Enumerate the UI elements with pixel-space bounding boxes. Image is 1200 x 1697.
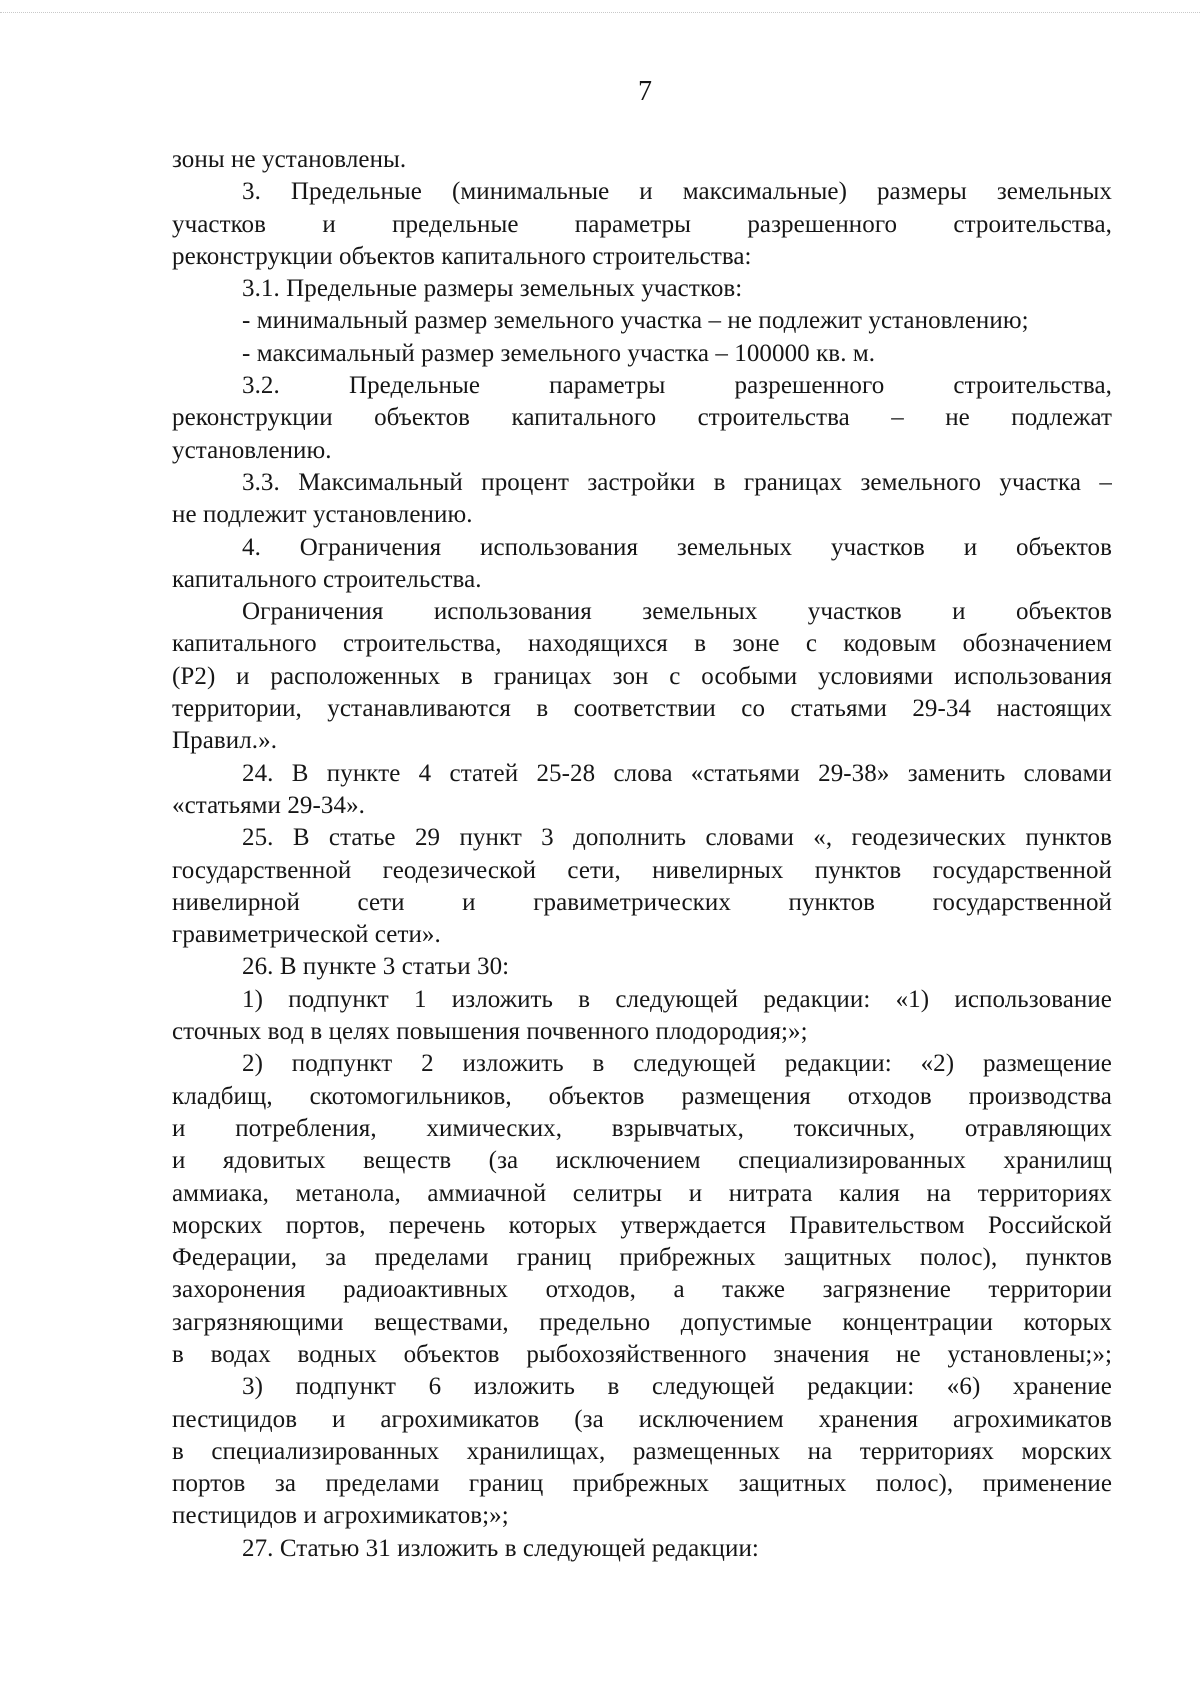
text-line: Правил.». xyxy=(172,727,278,755)
text-line: пестицидов и агрохимикатов;»; xyxy=(172,1502,509,1530)
text-line: 3. Предельные (минимальные и максимальные) размеры земельных xyxy=(242,178,1112,206)
text-line: - максимальный размер земельного участка – 100000 кв. м. xyxy=(242,339,876,367)
text-line: зоны не установлены. xyxy=(172,146,407,173)
text-line: 3.2. Предельные параметры разрешенного строительства, xyxy=(242,372,1112,400)
text-line: 26. В пункте 3 статьи 30: xyxy=(242,953,510,981)
text-line: Ограничения использования земельных участков и объектов xyxy=(242,598,1112,626)
text-line: портов за пределами границ прибрежных защитных полос), применение xyxy=(172,1470,1112,1498)
text-line: и потребления, химических, взрывчатых, токсичных, отравляющих xyxy=(172,1114,1112,1142)
text-line: 3.3. Максимальный процент застройки в границах земельного участка – xyxy=(242,468,1112,496)
text-line: территории, устанавливаются в соответствии со статьями 29-34 настоящих xyxy=(172,695,1112,723)
scan-top-edge xyxy=(0,12,1200,13)
text-line: реконструкции объектов капитального строительства: xyxy=(172,242,752,270)
text-line: установлению. xyxy=(172,436,332,464)
text-line: 25. В статье 29 пункт 3 дополнить словами «, геодезических пунктов xyxy=(242,824,1112,852)
text-line: в водах водных объектов рыбохозяйственного значения не установлены;»; xyxy=(172,1340,1112,1368)
document-body xyxy=(172,144,1112,1565)
text-line: захоронения радиоактивных отходов, а также загрязнение территории xyxy=(172,1276,1112,1304)
text-line: 4. Ограничения использования земельных участков и объектов xyxy=(242,533,1112,561)
text-line: гравиметрической сети». xyxy=(172,921,441,949)
text-line: капитального строительства. xyxy=(172,565,482,593)
text-line: (Р2) и расположенных в границах зон с особыми условиями использования xyxy=(172,662,1112,690)
text-line: морских портов, перечень которых утверждается Правительством Российской xyxy=(172,1211,1112,1239)
text-line: «статьями 29-34». xyxy=(172,791,365,819)
text-line: в специализированных хранилищах, размещенных на территориях морских xyxy=(172,1437,1112,1465)
text-line: не подлежит установлению. xyxy=(172,501,473,529)
text-line: и ядовитых веществ (за исключением специализированных хранилищ xyxy=(172,1147,1112,1175)
text-line: загрязняющими веществами, предельно допустимые концентрации которых xyxy=(172,1308,1112,1336)
text-line: 24. В пункте 4 статей 25-28 слова «статьями 29-38» заменить словами xyxy=(242,759,1112,787)
text-line: капитального строительства, находящихся в зоне с кодовым обозначением xyxy=(172,630,1112,658)
text-line: 27. Статью 31 изложить в следующей редакции: xyxy=(242,1534,759,1562)
text-line: 1) подпункт 1 изложить в следующей редакции: «1) использование xyxy=(242,985,1112,1013)
text-line: 3.1. Предельные размеры земельных участков: xyxy=(242,275,743,303)
text-line: - минимальный размер земельного участка – не подлежит установлению; xyxy=(242,307,1029,335)
text-line: пестицидов и агрохимикатов (за исключением хранения агрохимикатов xyxy=(172,1405,1112,1433)
text-line: 3) подпункт 6 изложить в следующей редакции: «6) хранение xyxy=(242,1373,1112,1401)
text-line: кладбищ, скотомогильников, объектов размещения отходов производства xyxy=(172,1082,1112,1110)
text-line: государственной геодезической сети, нивелирных пунктов государственной xyxy=(172,856,1112,884)
text-line: Федерации, за пределами границ прибрежных защитных полос), пунктов xyxy=(172,1244,1112,1272)
text-line: реконструкции объектов капитального строительства – не подлежат xyxy=(172,404,1112,432)
text-line: аммиака, метанола, аммиачной селитры и нитрата калия на территориях xyxy=(172,1179,1112,1207)
page-number: 7 xyxy=(638,76,652,107)
text-line: участков и предельные параметры разрешенного строительства, xyxy=(172,210,1112,238)
text-line: сточных вод в целях повышения почвенного плодородия;»; xyxy=(172,1018,808,1046)
text-line: нивелирной сети и гравиметрических пунктов государственной xyxy=(172,888,1112,916)
text-line: 2) подпункт 2 изложить в следующей редакции: «2) размещение xyxy=(242,1050,1112,1078)
